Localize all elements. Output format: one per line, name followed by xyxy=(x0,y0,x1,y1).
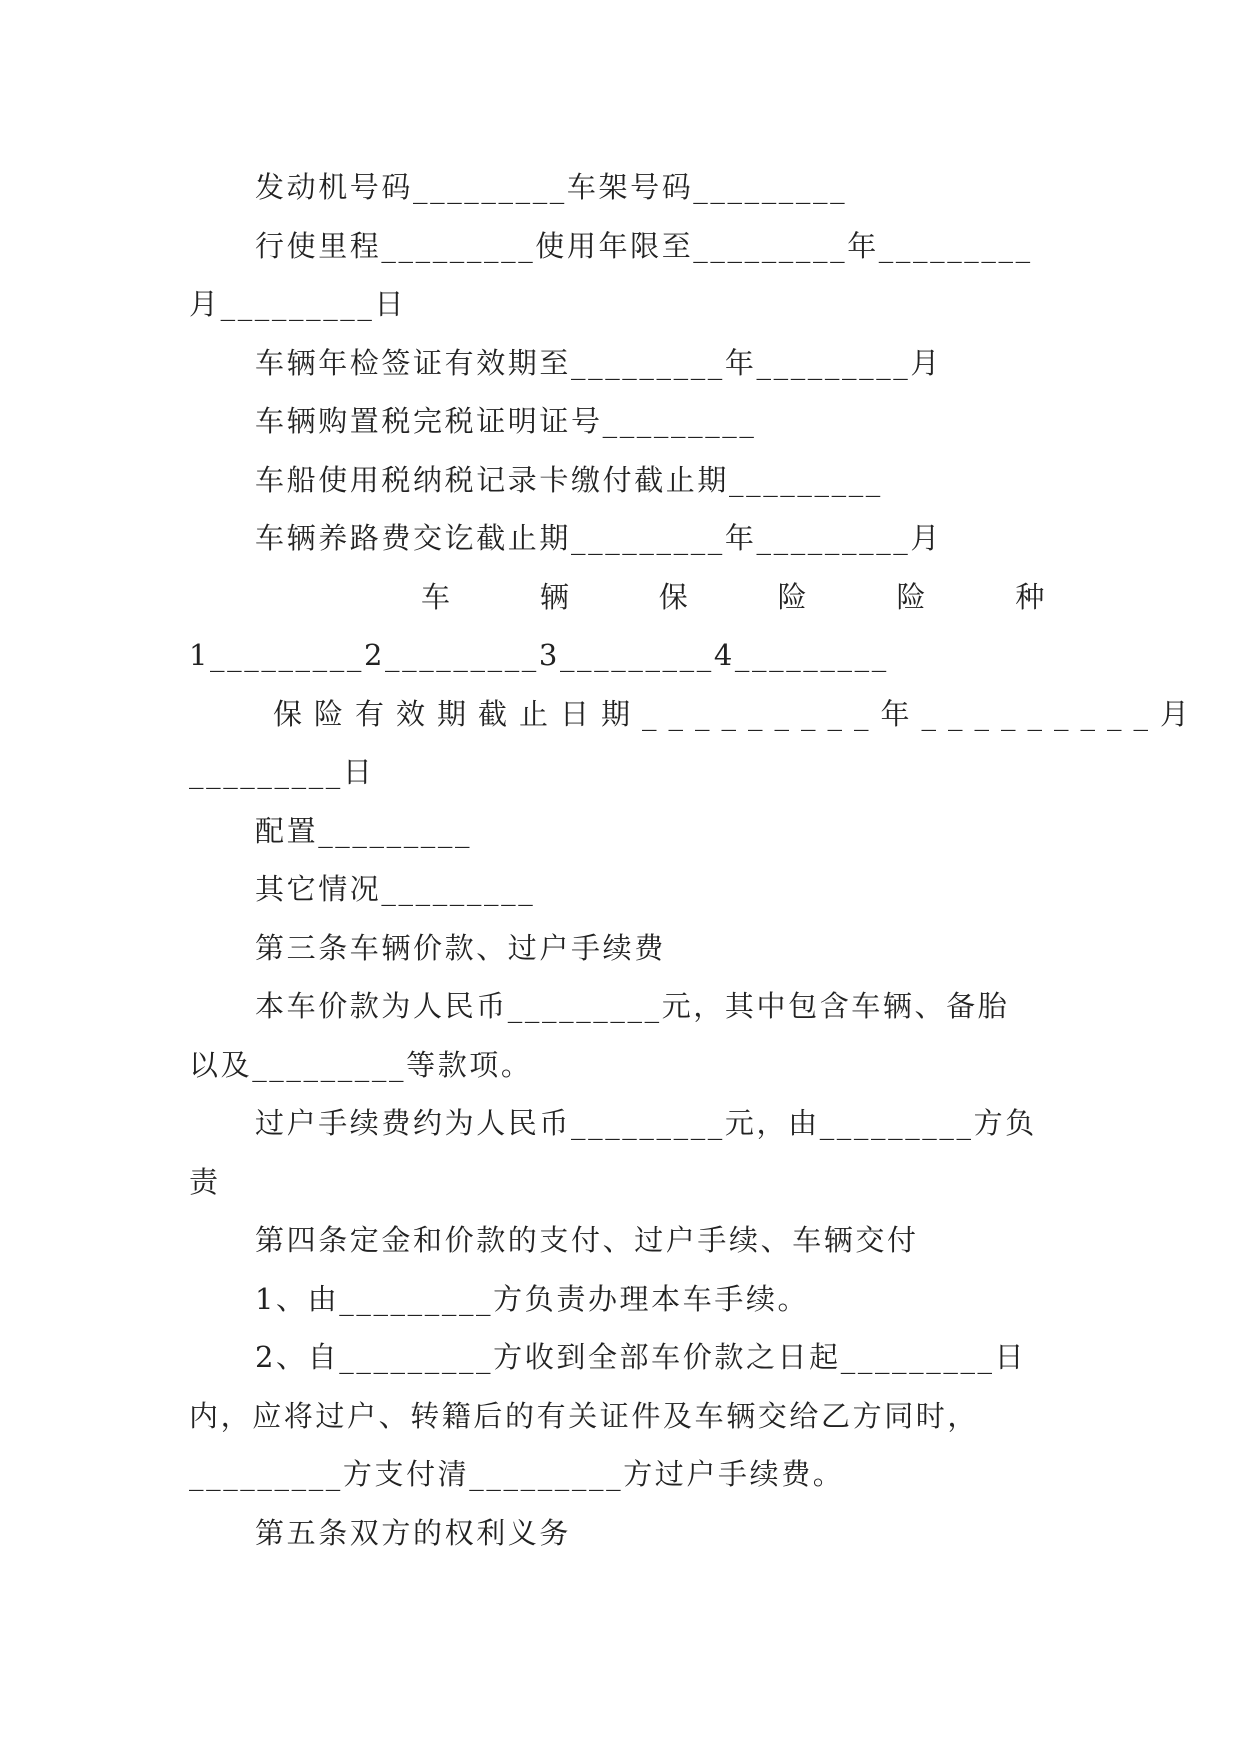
purchase-tax-certificate-line: 车辆购置税完税证明证号_________ xyxy=(255,404,757,438)
clause-two-continuation-line: 内，应将过户、转籍后的有关证件及车辆交给乙方同时， xyxy=(189,1398,980,1433)
insurance-heading-char: 险 xyxy=(896,579,929,614)
transfer-fee-line: 过户手续费约为人民币_________元，由_________方负 xyxy=(255,1106,1037,1140)
clause-two-final-line: _________方支付清_________方过户手续费。 xyxy=(189,1457,845,1491)
transfer-fee-continuation-line: 责 xyxy=(189,1164,221,1199)
other-conditions-line: 其它情况_________ xyxy=(255,872,536,906)
article-three-heading: 第三条车辆价款、过户手续费 xyxy=(255,930,666,965)
vehicle-tax-record-line: 车船使用税纳税记录卡缴付截止期_________ xyxy=(255,462,883,497)
insurance-expiry-continuation-line: _________日 xyxy=(189,755,375,789)
vehicle-price-continuation-line: 以及_________等款项。 xyxy=(189,1047,533,1082)
insurance-types-heading xyxy=(189,568,1051,627)
insurance-types-blanks-line: 1_________2_________3_________4_________ xyxy=(189,638,889,672)
insurance-heading-char: 险 xyxy=(777,579,810,614)
insurance-heading-char: 辆 xyxy=(539,579,572,614)
article-five-heading: 第五条双方的权利义务 xyxy=(255,1515,572,1550)
configuration-line: 配置_________ xyxy=(255,813,473,848)
insurance-heading-char: 保 xyxy=(658,579,691,614)
insurance-heading-char: 车 xyxy=(421,579,453,614)
clause-one-line: 1、由_________方负责办理本车手续。 xyxy=(255,1281,810,1316)
document-body xyxy=(189,158,1202,1562)
clause-two-line: 2、自_________方收到全部车价款之日起_________日 xyxy=(255,1340,1027,1374)
vehicle-price-line: 本车价款为人民币_________元，其中包含车辆、备胎 xyxy=(255,989,1010,1023)
insurance-heading-char: 种 xyxy=(1015,579,1047,614)
road-maintenance-fee-line: 车辆养路费交讫截止期_________年_________月 xyxy=(255,521,943,555)
insurance-expiry-line: 保险有效期截止日期_________年_________月 xyxy=(273,696,1202,731)
usage-limit-continuation-line: 月_________日 xyxy=(189,287,407,321)
annual-inspection-line: 车辆年检签证有效期至_________年_________月 xyxy=(255,345,943,380)
article-four-heading: 第四条定金和价款的支付、过户手续、车辆交付 xyxy=(255,1223,919,1257)
engine-frame-number-line: 发动机号码_________车架号码_________ xyxy=(255,170,848,204)
mileage-usage-limit-line: 行使里程_________使用年限至_________年_________ xyxy=(255,228,1033,263)
